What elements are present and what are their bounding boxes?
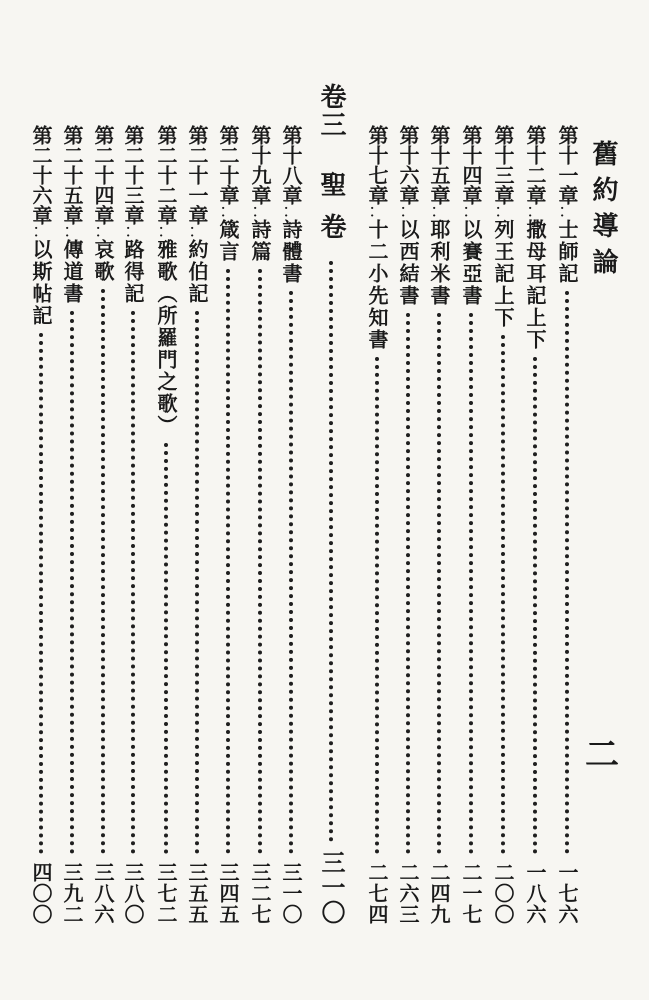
toc-entry-ch20 bbox=[213, 125, 243, 925]
toc-entry-ch21 bbox=[182, 125, 212, 925]
dot-leader bbox=[101, 289, 105, 854]
dot-leader bbox=[406, 313, 410, 854]
separator: ： bbox=[368, 201, 386, 222]
chapter-page: 三二七 bbox=[248, 862, 272, 925]
chapter-title: 雅歌（所羅門之歌） bbox=[154, 239, 178, 437]
separator: ： bbox=[526, 201, 544, 222]
chapter-number: 第十五章 bbox=[427, 125, 451, 205]
chapter-title: 以賽亞書 bbox=[459, 219, 483, 307]
dot-leader bbox=[258, 269, 262, 854]
separator: ： bbox=[124, 221, 142, 242]
toc-entry-ch14 bbox=[456, 125, 486, 925]
chapter-title: 士師記 bbox=[555, 219, 579, 285]
chapter-number: 第二十二章 bbox=[154, 125, 178, 225]
chapter-page: 三五五 bbox=[185, 862, 209, 925]
toc-entry-ch13 bbox=[488, 125, 518, 925]
chapter-title: 哀歌 bbox=[91, 239, 115, 283]
separator: ： bbox=[282, 201, 300, 222]
dot-leader bbox=[195, 311, 199, 854]
dot-leader bbox=[565, 291, 569, 854]
chapter-page: 二一七 bbox=[459, 862, 483, 925]
chapter-page: 三一〇 bbox=[279, 862, 303, 925]
chapter-number: 第十一章 bbox=[555, 125, 579, 205]
chapter-number: 第二十四章 bbox=[91, 125, 115, 225]
chapter-number: 第二十五章 bbox=[60, 125, 84, 225]
chapter-number: 第二十章 bbox=[216, 125, 240, 205]
chapter-title: 耶利米書 bbox=[427, 219, 451, 307]
chapter-title: 箴言 bbox=[216, 219, 240, 263]
chapter-title: 十二小先知書 bbox=[365, 219, 389, 351]
chapter-page: 三九二 bbox=[60, 862, 84, 925]
dot-leader bbox=[39, 333, 43, 854]
chapter-page: 二〇〇 bbox=[491, 862, 515, 925]
separator: ： bbox=[94, 221, 112, 242]
chapter-title: 路得記 bbox=[121, 239, 145, 305]
toc-entry-ch17 bbox=[362, 125, 392, 925]
toc-entry-ch15 bbox=[424, 125, 454, 925]
chapter-title: 傳道書 bbox=[60, 239, 84, 305]
page-number: 二 bbox=[585, 735, 619, 775]
chapter-number: 第十三章 bbox=[491, 125, 515, 205]
toc-entry-ch25 bbox=[57, 125, 87, 925]
chapter-title: 約伯記 bbox=[185, 239, 209, 305]
chapter-title: 撒母耳記上下 bbox=[523, 219, 547, 351]
toc-section-volume3 bbox=[313, 83, 349, 925]
chapter-title: 詩體書 bbox=[279, 219, 303, 285]
dot-leader bbox=[70, 311, 74, 854]
chapter-title: 以西結書 bbox=[396, 219, 420, 307]
toc-entry-ch22 bbox=[151, 125, 181, 925]
dot-leader bbox=[131, 311, 135, 854]
chapter-page: 三八〇 bbox=[121, 862, 145, 925]
toc-entry-ch26 bbox=[26, 125, 56, 925]
separator: ： bbox=[188, 221, 206, 242]
toc-entry-ch24 bbox=[88, 125, 118, 925]
dot-leader bbox=[533, 357, 537, 854]
separator: ： bbox=[399, 201, 417, 222]
dot-leader bbox=[226, 269, 230, 854]
toc-entry-ch12 bbox=[520, 125, 550, 925]
book-title: 舊約導論 bbox=[588, 140, 618, 284]
volume-number: 卷三 bbox=[316, 83, 346, 139]
separator: ： bbox=[63, 221, 81, 242]
toc-entry-ch19 bbox=[245, 125, 275, 925]
chapter-page: 二七四 bbox=[365, 862, 389, 925]
toc-entry-ch11 bbox=[552, 125, 582, 925]
dot-leader bbox=[375, 357, 379, 854]
chapter-page: 一八六 bbox=[523, 862, 547, 925]
separator: ： bbox=[462, 201, 480, 222]
chapter-number: 第十九章 bbox=[248, 125, 272, 205]
toc-entry-ch18 bbox=[276, 125, 306, 925]
chapter-title: 列王記上下 bbox=[491, 219, 515, 329]
chapter-number: 第十七章 bbox=[365, 125, 389, 205]
chapter-page: 一七六 bbox=[555, 862, 579, 925]
chapter-number: 第二十三章 bbox=[121, 125, 145, 225]
chapter-number: 第二十一章 bbox=[185, 125, 209, 225]
volume-page: 三一〇 bbox=[317, 850, 346, 925]
separator: ： bbox=[494, 201, 512, 222]
chapter-title: 以斯帖記 bbox=[29, 239, 53, 327]
dot-leader bbox=[289, 291, 293, 854]
dot-leader bbox=[329, 261, 333, 842]
volume-title: 聖卷 bbox=[316, 171, 346, 255]
separator: ： bbox=[251, 201, 269, 222]
chapter-page: 三七二 bbox=[154, 862, 178, 925]
chapter-page: 三八六 bbox=[91, 862, 115, 925]
chapter-number: 第十四章 bbox=[459, 125, 483, 205]
dot-leader bbox=[469, 313, 473, 854]
separator: ： bbox=[32, 221, 50, 242]
dot-leader bbox=[164, 443, 168, 854]
toc-entry-ch23 bbox=[118, 125, 148, 925]
separator: ： bbox=[219, 201, 237, 222]
separator: ： bbox=[558, 201, 576, 222]
chapter-page: 二四九 bbox=[427, 862, 451, 925]
chapter-number: 第十八章 bbox=[279, 125, 303, 205]
toc-entry-ch16 bbox=[393, 125, 423, 925]
chapter-page: 二六三 bbox=[396, 862, 420, 925]
chapter-number: 第十六章 bbox=[396, 125, 420, 205]
separator: ： bbox=[157, 221, 175, 242]
chapter-title: 詩篇 bbox=[248, 219, 272, 263]
chapter-page: 四〇〇 bbox=[29, 862, 53, 925]
dot-leader bbox=[437, 313, 441, 854]
chapter-page: 三四五 bbox=[216, 862, 240, 925]
dot-leader bbox=[501, 335, 505, 854]
separator: ： bbox=[430, 201, 448, 222]
chapter-number: 第十二章 bbox=[523, 125, 547, 205]
chapter-number: 第二十六章 bbox=[29, 125, 53, 225]
